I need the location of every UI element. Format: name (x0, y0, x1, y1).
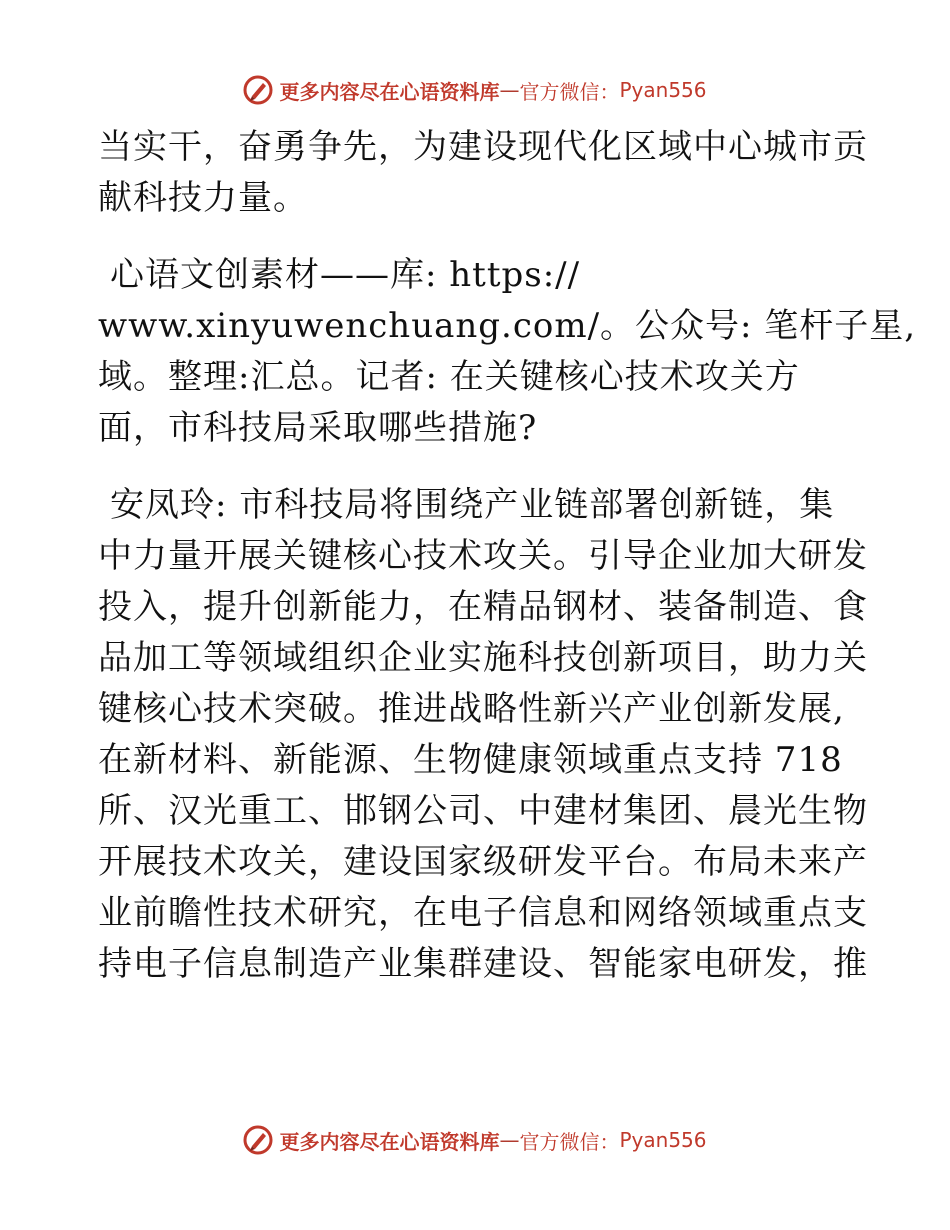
banner-title: 更多内容尽在心语资料库 (279, 79, 500, 104)
banner-contact-label: 官方微信： (519, 1129, 620, 1154)
footer-banner (0, 1120, 950, 1160)
text-line: 域。整理:汇总。记者: 在关键核心技术攻关方 (98, 357, 800, 397)
pen-logo-icon (243, 75, 273, 105)
text-line: 开展技术攻关，建设国家级研发平台。布局未来产 (98, 842, 868, 882)
document-body (98, 122, 917, 990)
banner-contact-label: 官方微信： (519, 79, 620, 104)
text-line: 心语文创素材——库: https:// (110, 255, 581, 295)
text-line: 持电子信息制造产业集群建设、智能家电研发，推 (98, 944, 868, 984)
paragraph-3 (98, 480, 868, 990)
banner-title: 更多内容尽在心语资料库 (279, 1129, 500, 1154)
text-line: 当实干，奋勇争先，为建设现代化区域中心城市贡 (98, 127, 868, 167)
banner-separator: — (499, 1128, 520, 1152)
paragraph-2 (98, 250, 917, 454)
text-line: 键核心技术突破。推进战略性新兴产业创新发展, (98, 689, 845, 729)
paragraph-1 (98, 122, 868, 224)
text-line: 投入，提升创新能力，在精品钢材、装备制造、食 (98, 587, 868, 627)
banner-contact-value: Pyan556 (619, 1128, 707, 1152)
text-line: 安凤玲: 市科技局将围绕产业链部署创新链，集 (110, 485, 835, 525)
text-line: www.xinyuwenchuang.com/。公众号: 笔杆子星, (98, 306, 917, 346)
pen-logo-icon (243, 1125, 273, 1155)
text-line: 所、汉光重工、邯钢公司、中建材集团、晨光生物 (98, 791, 868, 831)
header-banner (0, 70, 950, 110)
text-line: 献科技力量。 (98, 178, 308, 218)
text-line: 在新材料、新能源、生物健康领域重点支持 718 (98, 740, 843, 780)
text-line: 中力量开展关键核心技术攻关。引导企业加大研发 (98, 536, 868, 576)
text-line: 品加工等领域组织企业实施科技创新项目，助力关 (98, 638, 868, 678)
text-line: 业前瞻性技术研究，在电子信息和网络领域重点支 (98, 893, 868, 933)
text-line: 面，市科技局采取哪些措施? (98, 408, 538, 448)
banner-contact-value: Pyan556 (619, 78, 707, 102)
banner-separator: — (499, 78, 520, 102)
